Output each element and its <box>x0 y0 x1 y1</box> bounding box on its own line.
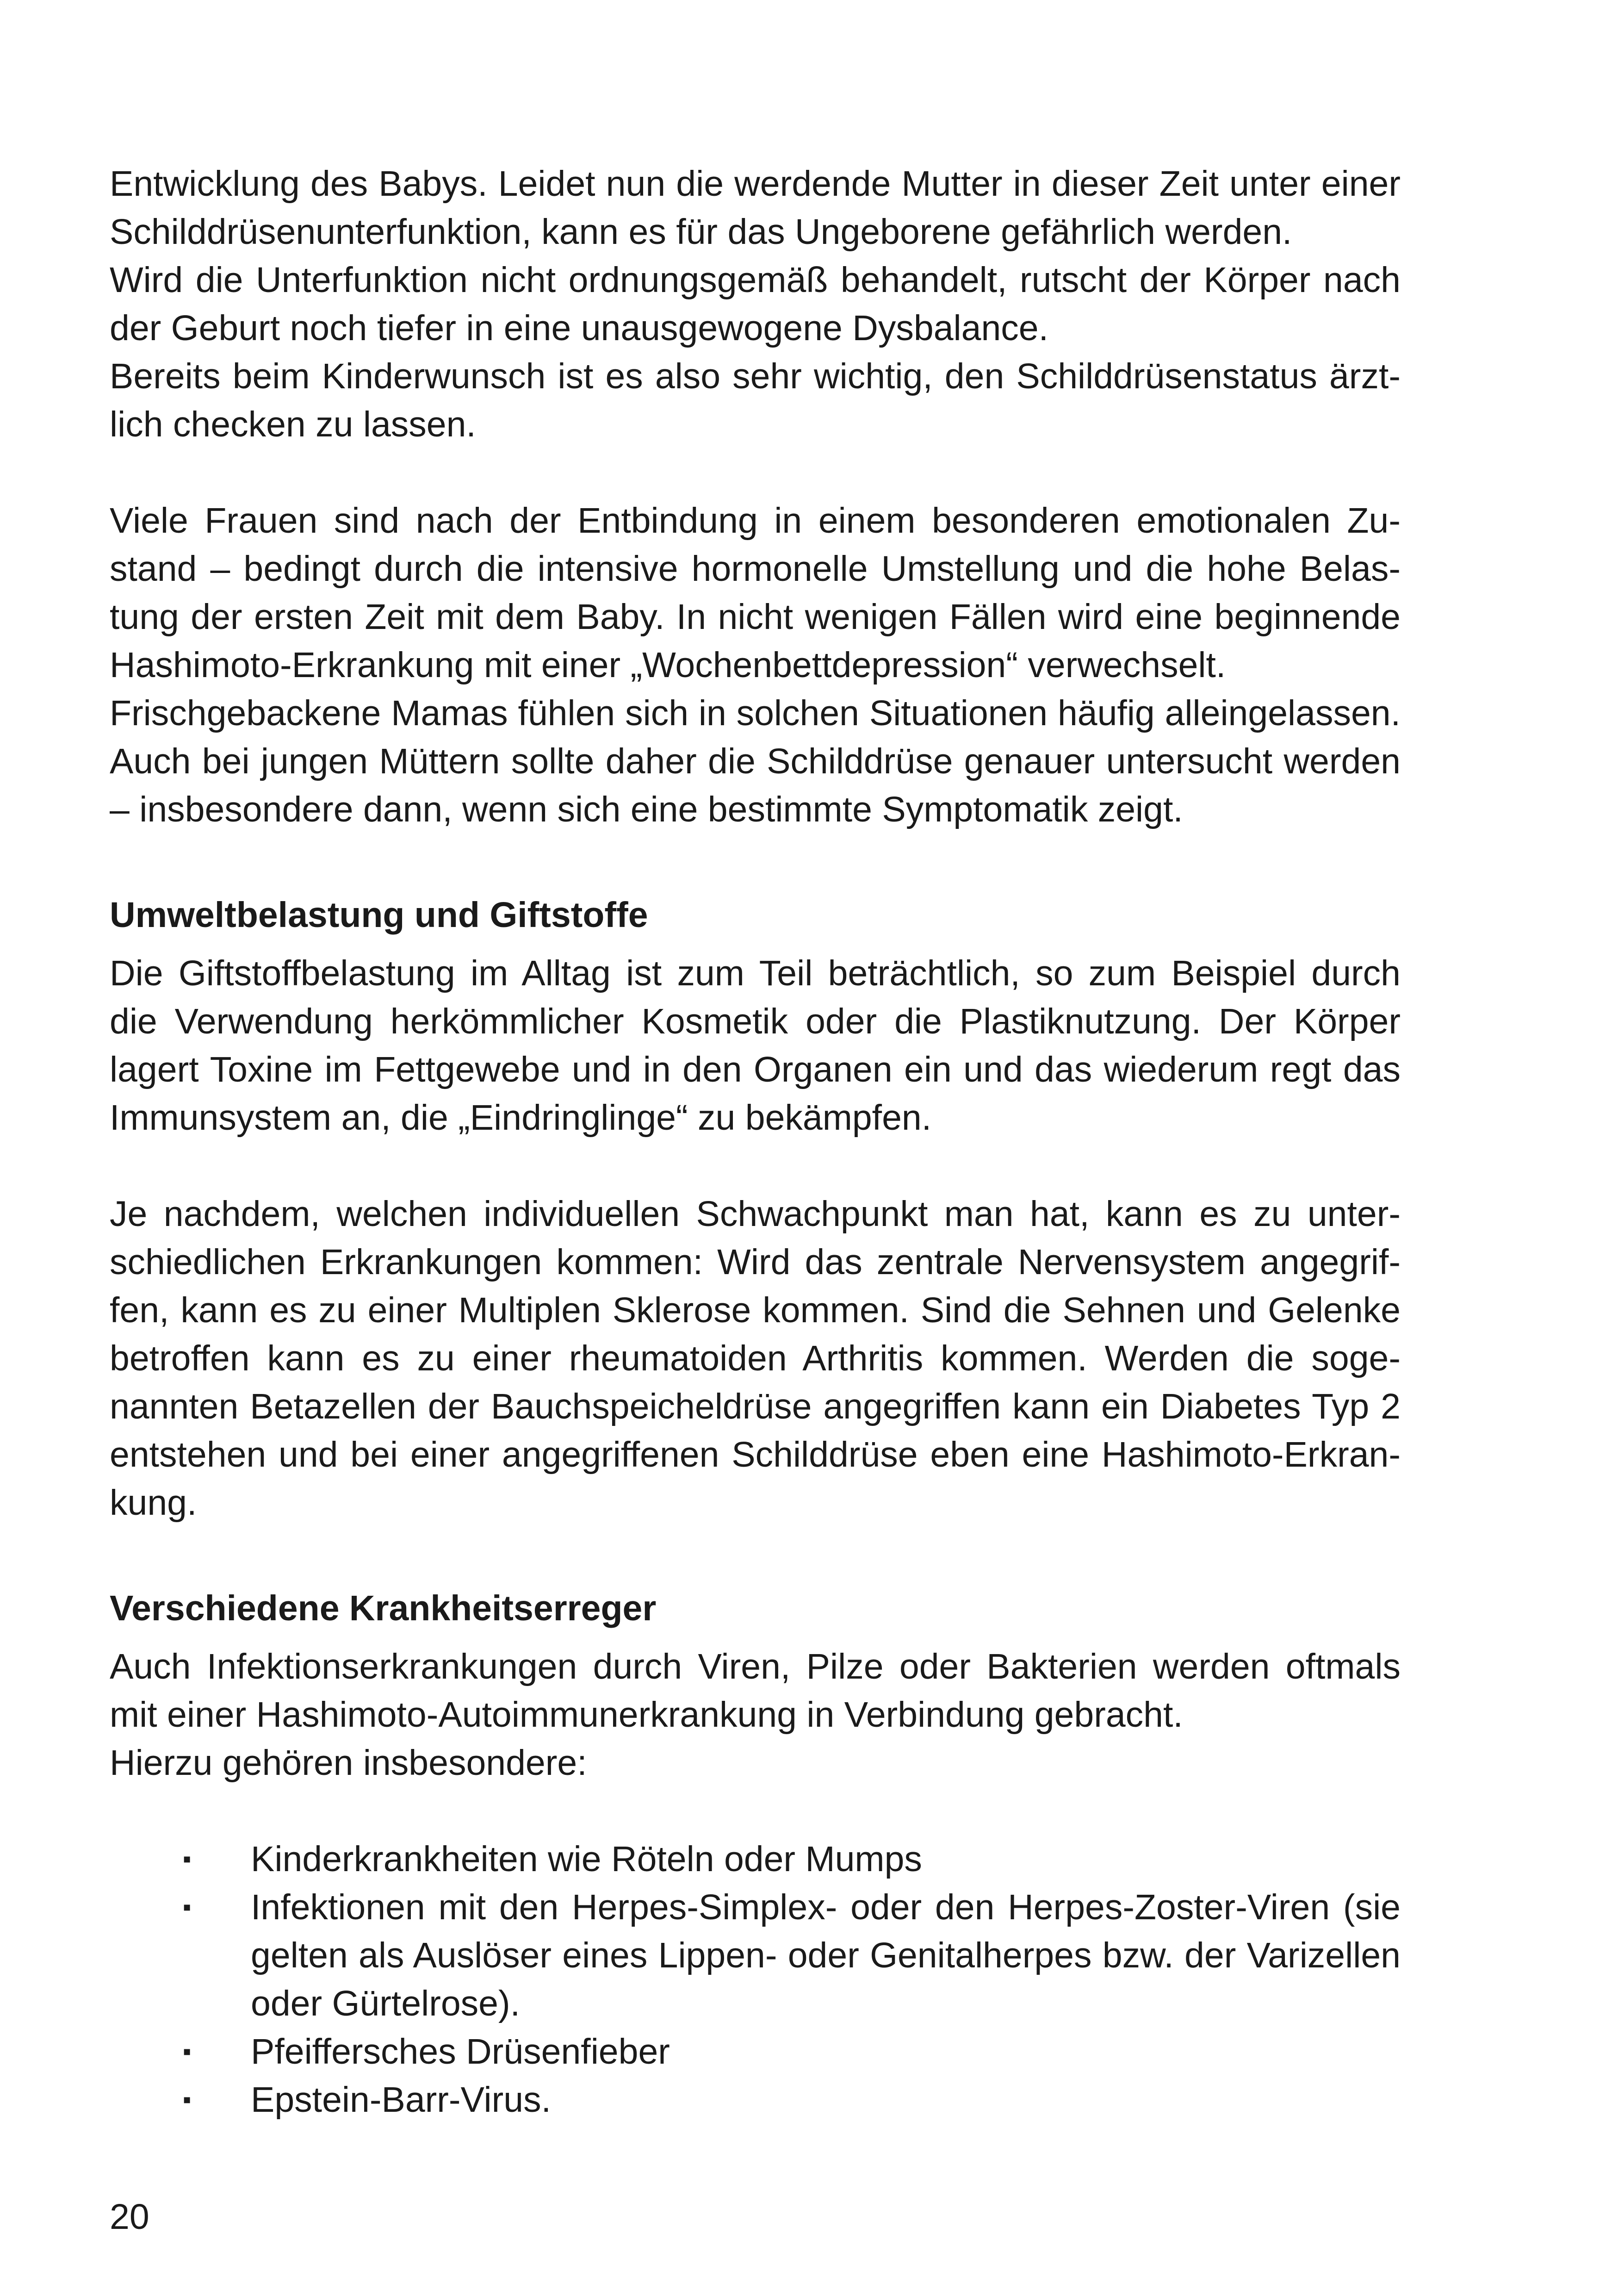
paragraph-infections <box>110 1643 1401 1787</box>
text-line: stand – bedingt durch die intensive hormonelle Umstellung und die hohe Belas- <box>110 549 1401 589</box>
text-line: Schilddrüsenunterfunktion, kann es für das Ungeborene gefährlich werden. <box>110 212 1292 252</box>
text-line: Viele Frauen sind nach der Entbindung in einem besonderen emotionalen Zu- <box>110 501 1401 541</box>
text-line: der Geburt noch tiefer in eine unausgewogene Dysbalance. <box>110 308 1048 348</box>
list-item-text: gelten als Auslöser eines Lippen- oder Genitalherpes bzw. der Varizellen <box>251 1935 1401 1975</box>
text-line: Auch Infektionserkrankungen durch Viren, Pilze oder Bakterien werden oftmals <box>110 1647 1401 1686</box>
text-line: fen, kann es zu einer Multiplen Sklerose kommen. Sind die Sehnen und Gelenke <box>110 1290 1401 1330</box>
list-item <box>110 1883 1401 2028</box>
square-bullet-icon: ▪ <box>183 2038 192 2065</box>
text-line: Hierzu gehören insbesondere: <box>110 1743 587 1783</box>
text-line: tung der ersten Zeit mit dem Baby. In nicht wenigen Fällen wird eine beginnende <box>110 597 1401 637</box>
paragraph-postpartum <box>110 497 1401 834</box>
text-line: Bereits beim Kinderwunsch ist es also sehr wichtig, den Schilddrüsenstatus ärzt- <box>110 356 1401 396</box>
list-item-text: Epstein-Barr-Virus. <box>251 2080 552 2120</box>
text-line: Immunsystem an, die „Eindringlinge“ zu bekämpfen. <box>110 1098 932 1138</box>
pathogen-list <box>110 1835 1401 2124</box>
text-line: – insbesondere dann, wenn sich eine bestimmte Symptomatik zeigt. <box>110 790 1183 829</box>
list-item <box>110 2076 1401 2124</box>
paragraph-weak-points <box>110 1190 1401 1527</box>
section-heading-pathogens: Verschiedene Krankheitserreger <box>110 1588 657 1628</box>
list-item-text: Pfeiffersches Drüsenfieber <box>251 2032 670 2072</box>
square-bullet-icon: ▪ <box>183 2086 192 2113</box>
paragraph-gap <box>110 1527 1401 1581</box>
text-line: nannten Betazellen der Bauchspeicheldrüse angegriffen kann ein Diabetes Typ 2 <box>110 1387 1401 1426</box>
text-line: Frischgebackene Mamas fühlen sich in solchen Situationen häufig alleingelassen. <box>110 693 1401 733</box>
text-line: mit einer Hashimoto-Autoimmunerkrankung in Verbindung gebracht. <box>110 1695 1183 1735</box>
paragraph-gap <box>110 448 1401 497</box>
list-item-text: oder Gürtelrose). <box>251 1984 521 2023</box>
list-item <box>110 2028 1401 2076</box>
list-item-text: Infektionen mit den Herpes-Simplex- oder den Herpes-Zoster-Viren (sie <box>251 1887 1401 1927</box>
text-line: entstehen und bei einer angegriffenen Schilddrüse eben eine Hashimoto-Erkran- <box>110 1435 1401 1475</box>
text-line: lagert Toxine im Fettgewebe und in den Organen ein und das wiederum regt das <box>110 1050 1401 1089</box>
paragraph-pregnancy <box>110 160 1401 448</box>
text-line: Die Giftstoffbelastung im Alltag ist zum Teil beträchtlich, so zum Beispiel durch <box>110 953 1401 993</box>
text-line: Wird die Unterfunktion nicht ordnungsgemäß behandelt, rutscht der Körper nach <box>110 260 1401 300</box>
text-line: betroffen kann es zu einer rheumatoiden Arthritis kommen. Werden die soge- <box>110 1338 1401 1378</box>
text-line: Je nachdem, welchen individuellen Schwachpunkt man hat, kann es zu unter- <box>110 1194 1401 1234</box>
text-line: die Verwendung herkömmlicher Kosmetik oder die Plastiknutzung. Der Körper <box>110 1002 1401 1041</box>
page-number: 20 <box>110 2197 149 2237</box>
paragraph-gap <box>110 834 1401 888</box>
text-line: Entwicklung des Babys. Leidet nun die werdende Mutter in dieser Zeit unter einer <box>110 164 1401 204</box>
paragraph-gap <box>110 1142 1401 1190</box>
text-line: Auch bei jungen Müttern sollte daher die Schilddrüse genauer untersucht werden <box>110 741 1401 781</box>
list-item <box>110 1835 1401 1883</box>
text-line: lich checken zu lassen. <box>110 404 476 444</box>
square-bullet-icon: ▪ <box>183 1894 192 1921</box>
text-line: Hashimoto-Erkrankung mit einer „Wochenbettdepression“ verwechselt. <box>110 645 1226 685</box>
text-line: schiedlichen Erkrankungen kommen: Wird das zentrale Nervensystem angegrif- <box>110 1242 1401 1282</box>
text-line: kung. <box>110 1483 197 1523</box>
page-body <box>110 160 1401 2131</box>
square-bullet-icon: ▪ <box>183 1846 192 1873</box>
section-heading-environment: Umweltbelastung und Giftstoffe <box>110 895 648 935</box>
list-item-text: Kinderkrankheiten wie Röteln oder Mumps <box>251 1839 922 1879</box>
paragraph-toxins <box>110 949 1401 1142</box>
